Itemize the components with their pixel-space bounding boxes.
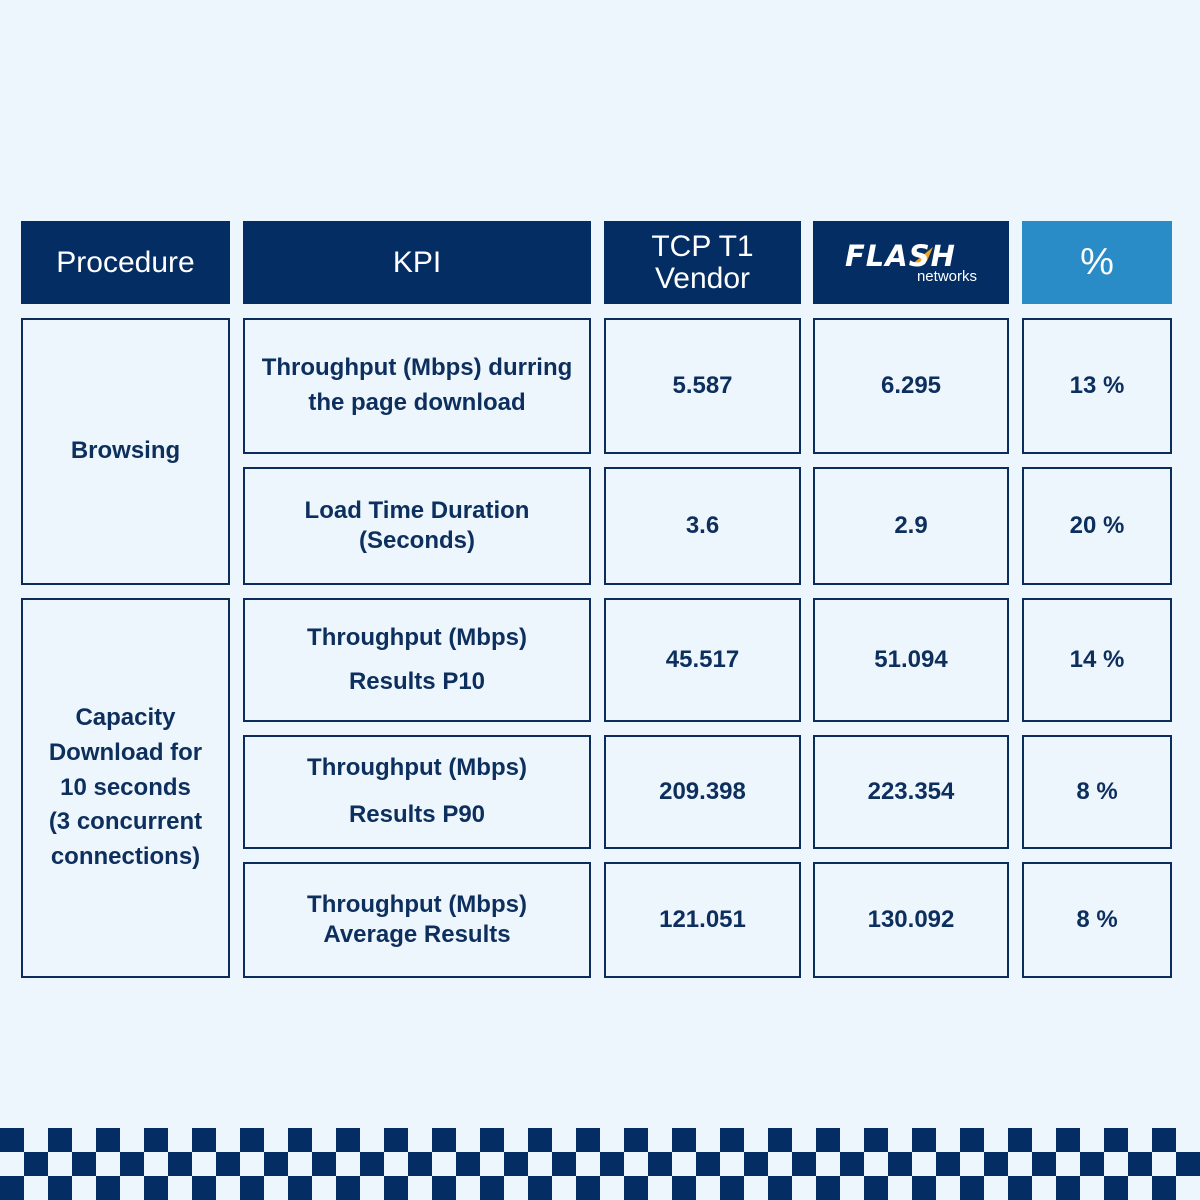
checker-square [480, 1176, 504, 1200]
tcp-value: 209.398 [659, 777, 746, 805]
checker-square [1056, 1128, 1080, 1152]
header-tcp-vendor-label: TCP T1 Vendor [651, 230, 754, 295]
checker-square [96, 1128, 120, 1152]
flash-value: 51.094 [874, 645, 948, 673]
kpi-line: Throughput (Mbps) [307, 623, 527, 651]
checker-square [96, 1176, 120, 1200]
checker-square [384, 1176, 408, 1200]
checker-square [720, 1128, 744, 1152]
checker-square [480, 1128, 504, 1152]
checker-square [960, 1176, 984, 1200]
checker-square [1104, 1176, 1128, 1200]
percent-value: 8 % [1076, 777, 1118, 805]
checker-square [624, 1176, 648, 1200]
percent-cell [1022, 467, 1172, 585]
percent-cell [1022, 318, 1172, 454]
checker-square [888, 1152, 912, 1176]
kpi-cell [243, 862, 591, 978]
kpi-line: Throughput (Mbps) [307, 891, 527, 918]
checker-square [600, 1152, 624, 1176]
checker-square [336, 1128, 360, 1152]
checker-square [528, 1176, 552, 1200]
checker-square [0, 1176, 24, 1200]
flash-value-cell [813, 318, 1009, 454]
checker-square [1104, 1128, 1128, 1152]
kpi-line: (Seconds) [358, 527, 475, 554]
percent-value: 20 % [1069, 511, 1125, 539]
checker-square [48, 1176, 72, 1200]
header-procedure [21, 221, 230, 304]
checker-square [552, 1152, 576, 1176]
checker-square [624, 1128, 648, 1152]
procedure-capacity-line: 10 seconds [60, 773, 191, 801]
checker-square [528, 1128, 552, 1152]
checker-square [768, 1128, 792, 1152]
header-percent-label: % [1080, 240, 1114, 283]
checker-square [840, 1152, 864, 1176]
checker-square [24, 1152, 48, 1176]
procedure-capacity-line: (3 concurrent [48, 808, 203, 836]
checker-square [72, 1152, 96, 1176]
checker-square [384, 1128, 408, 1152]
checker-square [1032, 1152, 1056, 1176]
tcp-value-cell [604, 598, 801, 722]
checker-square [1176, 1152, 1200, 1176]
checker-square [0, 1128, 24, 1152]
kpi-line: Throughput (Mbps) durring [261, 354, 573, 382]
kpi-cell [243, 735, 591, 849]
header-flash-networks [813, 221, 1009, 304]
checker-square [1152, 1176, 1176, 1200]
flash-value: 130.092 [867, 905, 955, 933]
checker-square [192, 1128, 216, 1152]
percent-cell [1022, 862, 1172, 978]
percent-cell [1022, 735, 1172, 849]
checker-square [288, 1176, 312, 1200]
tcp-value: 3.6 [685, 511, 720, 539]
checker-square [672, 1176, 696, 1200]
checker-square [240, 1176, 264, 1200]
flash-value-cell [813, 467, 1009, 585]
checker-square [168, 1152, 192, 1176]
procedure-capacity-line: Capacity [75, 704, 176, 731]
checker-square [720, 1176, 744, 1200]
checker-square [1152, 1128, 1176, 1152]
kpi-line: Throughput (Mbps) [307, 754, 527, 782]
checker-square [504, 1152, 528, 1176]
checker-square [912, 1176, 936, 1200]
percent-cell [1022, 598, 1172, 722]
tcp-value: 121.051 [659, 905, 746, 933]
percent-value: 13 % [1069, 371, 1125, 399]
flash-value-cell [813, 598, 1009, 722]
procedure-capacity-line: Download for [48, 738, 203, 766]
checker-square [48, 1128, 72, 1152]
checker-square [144, 1176, 168, 1200]
checker-square [744, 1152, 768, 1176]
checker-square [768, 1176, 792, 1200]
tcp-value-cell [604, 862, 801, 978]
checker-square [576, 1176, 600, 1200]
checker-square [960, 1128, 984, 1152]
flash-value: 223.354 [867, 777, 955, 805]
procedure-browsing-label: Browsing [70, 437, 181, 465]
kpi-line: Results P10 [348, 668, 486, 695]
procedure-browsing [21, 318, 230, 585]
tcp-value-cell [604, 318, 801, 454]
checker-square [144, 1128, 168, 1152]
kpi-line: Average Results [323, 921, 511, 948]
checker-square [792, 1152, 816, 1176]
flash-value-cell [813, 862, 1009, 978]
checker-square [336, 1176, 360, 1200]
tcp-value: 45.517 [665, 645, 740, 673]
kpi-cell [243, 598, 591, 722]
kpi-cell [243, 467, 591, 585]
checker-square [912, 1128, 936, 1152]
checker-square [816, 1128, 840, 1152]
checker-square [1056, 1176, 1080, 1200]
checker-square [864, 1128, 888, 1152]
header-kpi [243, 221, 591, 304]
checker-square [576, 1128, 600, 1152]
checker-square [216, 1152, 240, 1176]
checker-square [984, 1152, 1008, 1176]
procedure-capacity [21, 598, 230, 978]
checker-square [648, 1152, 672, 1176]
flash-value: 6.295 [880, 371, 942, 399]
kpi-line: Results P90 [348, 801, 486, 828]
logo-sub: networks [916, 267, 977, 285]
checker-square [864, 1176, 888, 1200]
checker-square [432, 1128, 456, 1152]
logo-word: FLASH [845, 238, 956, 273]
checker-square [1008, 1128, 1032, 1152]
kpi-line: Load Time Duration [304, 497, 530, 524]
checker-square [456, 1152, 480, 1176]
tcp-value-cell [604, 467, 801, 585]
flash-networks-logo [841, 239, 981, 287]
checker-square [408, 1152, 432, 1176]
header-kpi-label: KPI [392, 245, 442, 279]
checker-square [312, 1152, 336, 1176]
checker-square [360, 1152, 384, 1176]
checkerboard-decoration [0, 1128, 1200, 1200]
checker-square [1008, 1176, 1032, 1200]
checker-square [672, 1128, 696, 1152]
checker-square [696, 1152, 720, 1176]
checker-square [120, 1152, 144, 1176]
checker-square [432, 1176, 456, 1200]
percent-value: 14 % [1069, 645, 1125, 673]
procedure-capacity-line: connections) [50, 843, 201, 871]
checker-square [1128, 1152, 1152, 1176]
checker-square [816, 1176, 840, 1200]
flash-value: 2.9 [894, 511, 928, 539]
checker-square [192, 1176, 216, 1200]
kpi-cell [243, 318, 591, 454]
checker-square [288, 1128, 312, 1152]
flash-value-cell [813, 735, 1009, 849]
checker-square [264, 1152, 288, 1176]
header-procedure-label: Procedure [56, 245, 195, 279]
checker-square [936, 1152, 960, 1176]
checker-square [240, 1128, 264, 1152]
tcp-value-cell [604, 735, 801, 849]
header-tcp-vendor [604, 221, 801, 304]
checker-square [1080, 1152, 1104, 1176]
percent-value: 8 % [1076, 905, 1118, 933]
header-percent [1022, 221, 1172, 304]
tcp-value: 5.587 [672, 371, 733, 399]
kpi-line: the page download [308, 389, 526, 416]
